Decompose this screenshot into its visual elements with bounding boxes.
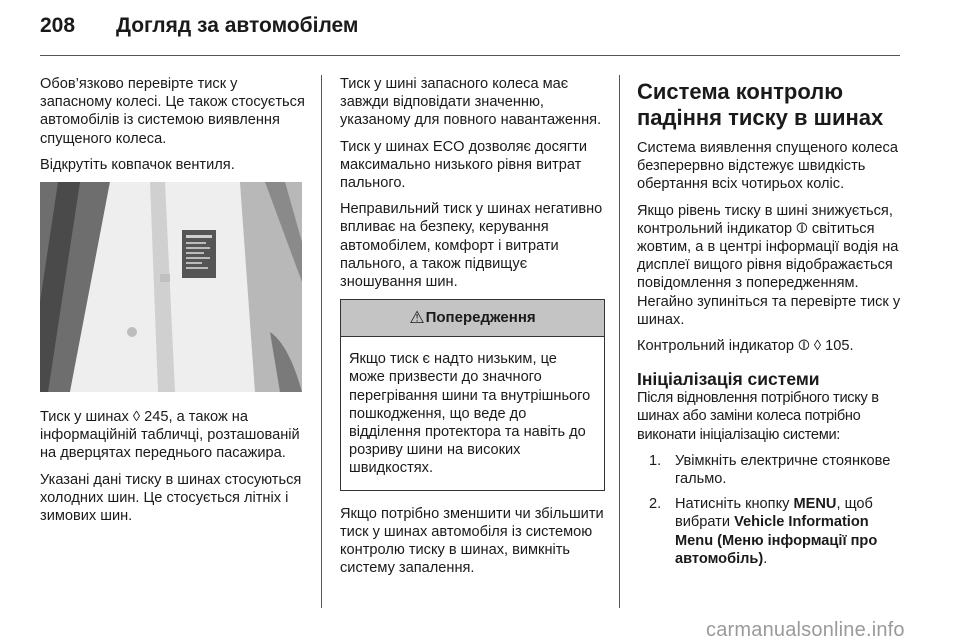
text: . (763, 550, 768, 567)
warning-title: Попередження (425, 309, 536, 327)
step-number: 2. (649, 496, 662, 513)
warning-text: Якщо тиск є надто низьким, це може призвести до значного перегрівання шини та внутрішнього пошкодження, що веде до відділення протектора та навіть до розриву шини на високих швидкостях. (349, 351, 591, 477)
step-text (675, 495, 905, 568)
door-pillar-illustration (40, 182, 302, 392)
list-item (637, 452, 905, 488)
column-1 (40, 75, 308, 533)
page-ref-icon: ◊ (132, 409, 141, 426)
header-rule (40, 55, 900, 56)
text: 105. (821, 338, 854, 355)
text: Контрольний індикатор (637, 338, 799, 355)
valve-cap-paragraph: Відкрутіть ковпачок вентиля. (40, 156, 235, 173)
text: Якщо рівень тиску в шині знижується, контрольний індикатор (637, 202, 893, 237)
initialisation-paragraph: Після відновлення потрібного тиску в шинах або заміни колеса потрібно виконати ініціалізацію системи: (637, 390, 879, 443)
low-pressure-warning-paragraph (637, 202, 905, 329)
ignition-paragraph: Якщо потрібно зменшити чи збільшити тиск у шинах автомобіля із системою контролю тиску в шинах, вимкніть систему запалення. (340, 505, 604, 577)
subsection-heading: Ініціалізація системи (637, 369, 820, 390)
cold-tyre-paragraph: Указані дані тиску в шинах стосуються холодних шин. Це стосується літніх і зимових шин. (40, 471, 302, 525)
section-heading: Система контролю падіння тиску в шинах (637, 79, 884, 130)
spare-wheel-pressure-paragraph: Тиск у шині запасного колеса має завжди відповідати значенню, указаному для повного навантаження. (340, 76, 602, 129)
tyre-pressure-indicator-icon: ⦷ (796, 220, 808, 237)
door-tyre-label-photo (40, 182, 302, 392)
spare-tyre-paragraph: Обов’язково перевірте тиск у запасному колесі. Це також стосується автомобілів із системою виявлення спущеного колеса. (40, 76, 305, 147)
incorrect-pressure-paragraph: Неправильний тиск у шинах негативно впливає на безпеку, керування автомобілем, комфорт і витрати пального, а також підвищує зношування шин. (340, 201, 603, 291)
page-number: 208 (40, 14, 76, 37)
warning-triangle-icon: ⚠ (409, 308, 425, 328)
step-number: 1. (649, 452, 662, 469)
text: світиться жовтим, а в центрі інформації водія на дисплеї вищого рівня відображається повідомлення з попередженням. Негайно зупиніться та перевірте тиск у шинах. (637, 220, 901, 328)
warning-body (341, 337, 604, 489)
tyre-pressure-indicator-icon: ⦷ (798, 338, 810, 355)
tyre-pressure-reference-paragraph (40, 408, 308, 463)
column-2 (340, 75, 605, 585)
menu-item-label: Vehicle Information Menu (Меню інформації про автомобіль) (675, 514, 878, 567)
text: 245, а також на інформаційній табличці, розташованій на дверцятах переднього пасажира. (40, 409, 300, 462)
eco-pressure-paragraph: Тиск у шинах ECO дозволяє досягти максимально низького рівня витрат пального. (340, 138, 588, 192)
text: , щоб вибрати (675, 496, 873, 531)
step-text: Увімкніть електричне стоянкове гальмо. (675, 452, 891, 488)
steps-list (637, 452, 905, 568)
list-item (637, 495, 905, 568)
column-divider-1 (321, 75, 322, 608)
indicator-reference-paragraph (637, 337, 905, 355)
page-title: Догляд за автомобілем (116, 14, 359, 37)
warning-box (340, 299, 605, 490)
text: Натисніть кнопку (675, 496, 794, 513)
page-ref-icon: ◊ (813, 338, 822, 355)
column-3 (637, 75, 905, 575)
system-description-paragraph: Система виявлення спущеного колеса безперервно відстежує швидкість обертання всіх чотирьох коліс. (637, 140, 898, 193)
warning-header (341, 300, 604, 337)
text: Тиск у шинах (40, 409, 133, 426)
column-divider-2 (619, 75, 620, 608)
menu-button-label: MENU (793, 496, 837, 513)
watermark: carmanualsonline.info (706, 619, 905, 641)
